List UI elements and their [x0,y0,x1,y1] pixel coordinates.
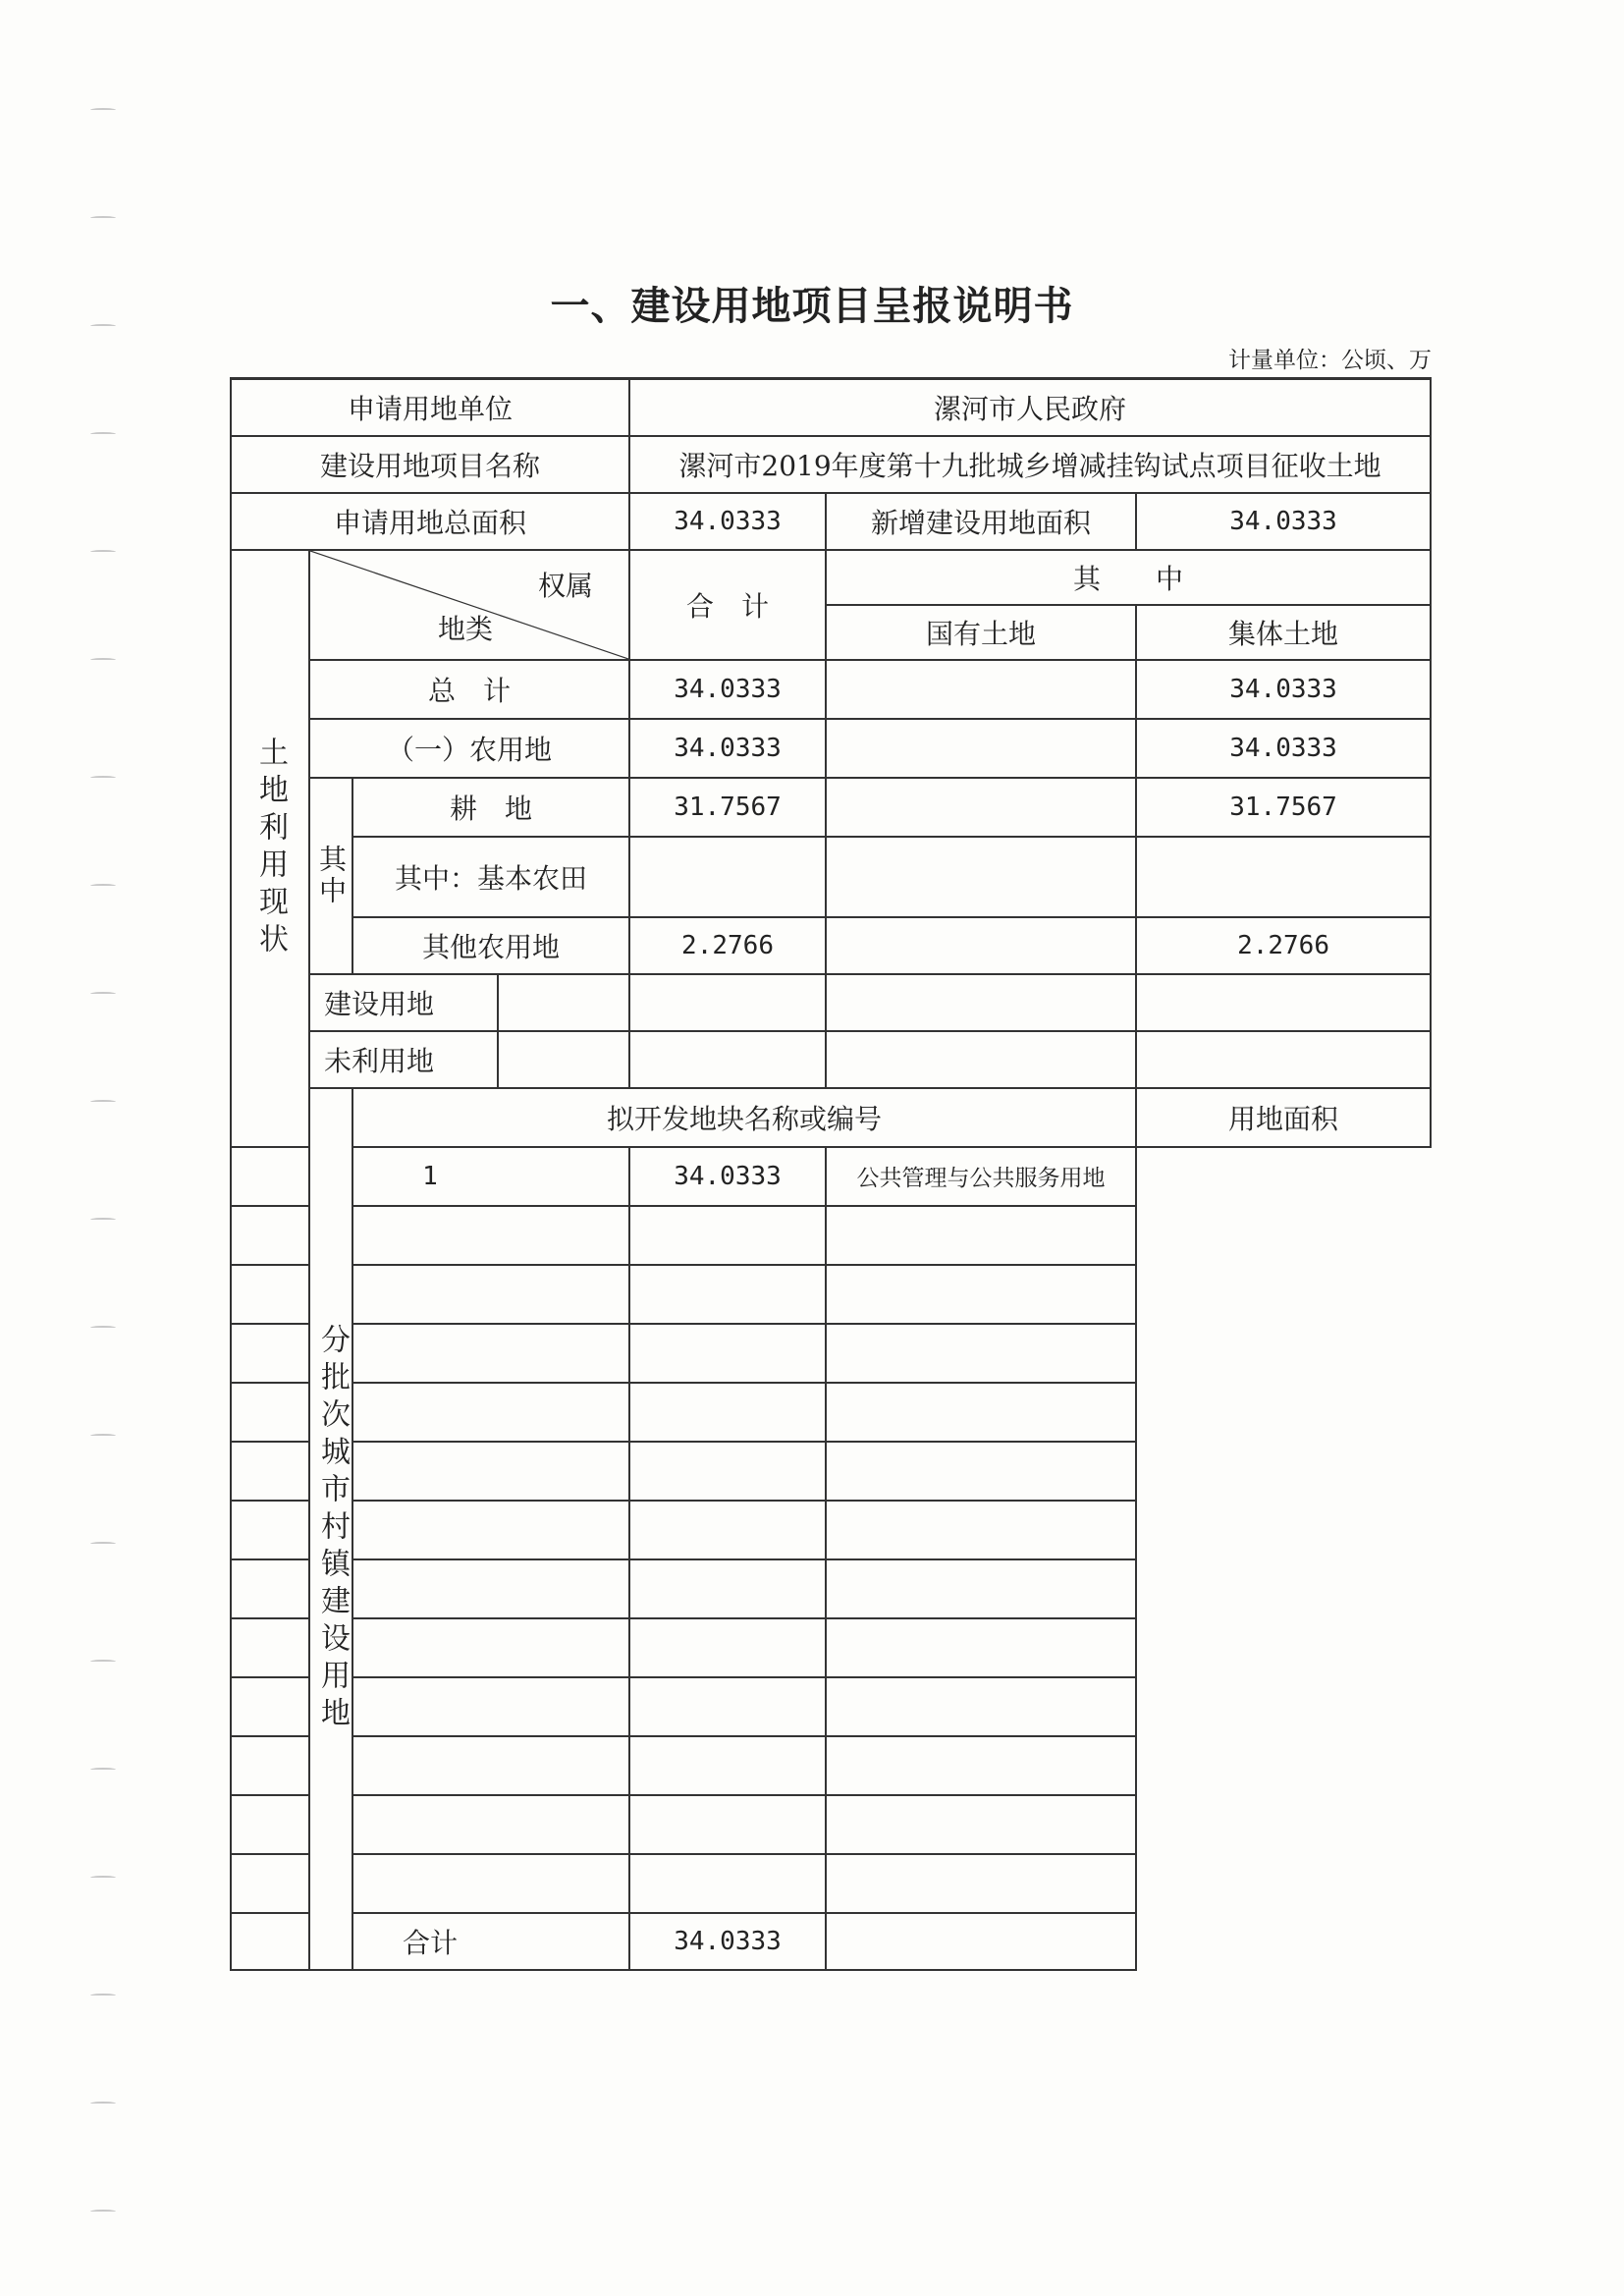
batch-name [231,1206,629,1265]
batch-use [826,1324,1136,1383]
row-label: 未利用地 [309,1031,498,1088]
batch-row [231,1383,1431,1442]
punch-hole-mark [90,1434,116,1438]
land-use-row [231,974,1431,1031]
land-use-row [231,917,1431,974]
batch-name [231,1795,629,1854]
batch-area [629,1206,826,1265]
batch-use [826,1677,1136,1736]
batch-row [231,1147,1431,1206]
batch-use [826,1442,1136,1501]
row-collective: 31.7567 [1136,778,1431,837]
batch-area [629,1442,826,1501]
batch-name [231,1265,629,1324]
row-total: 34.0333 [629,719,826,778]
punch-hole-mark [90,1326,116,1330]
row-label: 建设用地 [309,974,498,1031]
batch-header-row [231,1088,1431,1147]
project-label: 建设用地项目名称 [231,436,629,493]
punch-hole-mark [90,1218,116,1222]
application-form-table [230,377,1432,1971]
land-use-row [231,778,1431,837]
row-collective [1136,974,1431,1031]
batch-total-area: 34.0333 [629,1913,826,1970]
total-area-label: 申请用地总面积 [231,493,629,550]
batch-area [629,1854,826,1913]
batch-row [231,1265,1431,1324]
land-use-row [231,719,1431,778]
punch-hole-mark [90,658,116,662]
batch-row [231,1442,1431,1501]
total-column-header: 合 计 [629,550,826,660]
project-row [231,436,1431,493]
batch-area [629,1265,826,1324]
batch-area [629,1618,826,1677]
total-area-value: 34.0333 [629,493,826,550]
punch-hole-mark [90,1876,116,1880]
batch-total-use [826,1913,1136,1970]
batch-row [231,1324,1431,1383]
batch-use [826,1206,1136,1265]
row-collective [1136,837,1431,917]
row-collective: 2.2766 [1136,917,1431,974]
batch-name [231,1677,629,1736]
batch-use [826,1559,1136,1618]
batch-area [629,1795,826,1854]
row-collective [1136,1031,1431,1088]
row-label: 其他农用地 [352,917,629,974]
batch-use [826,1618,1136,1677]
row-state [826,1031,1136,1088]
punch-hole-mark [90,992,116,996]
land-use-header-row-1 [231,550,1431,605]
batch-name [231,1442,629,1501]
punch-hole-mark [90,1768,116,1772]
land-use-section-label [231,550,309,1147]
batch-use [826,1383,1136,1442]
row-total: 2.2766 [629,917,826,974]
batch-row [231,1206,1431,1265]
batch-use [826,1265,1136,1324]
area-row [231,493,1431,550]
batch-use [826,1795,1136,1854]
punch-hole-mark [90,776,116,780]
batch-total-label: 合计 [231,1913,629,1970]
row-total: 34.0333 [629,660,826,719]
row-state [826,719,1136,778]
batch-row [231,1677,1431,1736]
batch-use: 公共管理与公共服务用地 [826,1147,1136,1206]
punch-hole-mark [90,884,116,888]
land-use-row [231,660,1431,719]
row-label: 耕 地 [352,778,629,837]
batch-area [629,1383,826,1442]
batch-area [629,1324,826,1383]
batch-name [231,1618,629,1677]
batch-row [231,1559,1431,1618]
batch-area: 34.0333 [629,1147,826,1206]
punch-hole-mark [90,2102,116,2105]
row-label: 总 计 [309,660,629,719]
applicant-row [231,379,1431,436]
applicant-value: 漯河市人民政府 [629,379,1431,436]
land-use-section-text: 土地利用现状 [253,736,288,960]
diagonal-header-cell [309,550,629,660]
batch-name [231,1501,629,1559]
diag-ownership-label: 权属 [538,569,594,602]
batch-name [231,1383,629,1442]
row-label: 其中：基本农田 [352,837,629,917]
batch-row [231,1501,1431,1559]
row-collective: 34.0333 [1136,660,1431,719]
new-area-label: 新增建设用地面积 [826,493,1136,550]
row-state [826,837,1136,917]
state-land-header: 国有土地 [826,605,1136,660]
batch-use [826,1501,1136,1559]
batch-name [231,1736,629,1795]
row-blank [498,974,629,1031]
batch-row [231,1854,1431,1913]
among-sub-text: 其中 [315,844,348,907]
batch-area [629,1501,826,1559]
row-collective: 34.0333 [1136,719,1431,778]
batch-area [629,1559,826,1618]
row-blank [498,1031,629,1088]
row-total [629,974,826,1031]
batch-row [231,1795,1431,1854]
row-total [629,837,826,917]
among-sub-label [309,778,352,974]
batch-row [231,1736,1431,1795]
punch-hole-mark [90,1100,116,1104]
row-label: （一）农用地 [309,719,629,778]
row-state [826,974,1136,1031]
batch-name [231,1854,629,1913]
row-state [826,917,1136,974]
punch-hole-mark [90,2210,116,2214]
punch-hole-mark [90,108,116,112]
document-title: 一、建设用地项目呈报说明书 [550,283,1074,329]
batch-area [629,1677,826,1736]
batch-use [826,1854,1136,1913]
batch-area-header: 用地面积 [1136,1088,1431,1147]
diag-landtype-label: 地类 [438,612,494,645]
punch-hole-mark [90,1994,116,1997]
project-value: 漯河市2019年度第十九批城乡增减挂钩试点项目征收土地 [629,436,1431,493]
land-use-row [231,837,1431,917]
batch-name: 1 [231,1147,629,1206]
land-use-row [231,1031,1431,1088]
punch-hole-mark [90,1542,116,1546]
punch-hole-mark [90,1660,116,1664]
row-state [826,660,1136,719]
row-total [629,1031,826,1088]
batch-name [231,1559,629,1618]
batch-name [231,1324,629,1383]
among-column-header: 其 中 [826,550,1431,605]
measurement-unit: 计量单位：公顷、万 [1228,348,1432,373]
applicant-label: 申请用地单位 [231,379,629,436]
batch-name-header: 拟开发地块名称或编号 [352,1088,1136,1147]
row-total: 31.7567 [629,778,826,837]
punch-hole-mark [90,550,116,554]
batch-total-row [231,1913,1431,1970]
batch-use [826,1736,1136,1795]
batch-row [231,1618,1431,1677]
punch-hole-mark [90,432,116,436]
new-area-value: 34.0333 [1136,493,1431,550]
row-state [826,778,1136,837]
punch-hole-mark [90,216,116,220]
collective-land-header: 集体土地 [1136,605,1431,660]
batch-section-text: 分批次城市村镇建设用地 [315,1323,350,1734]
batch-area [629,1736,826,1795]
